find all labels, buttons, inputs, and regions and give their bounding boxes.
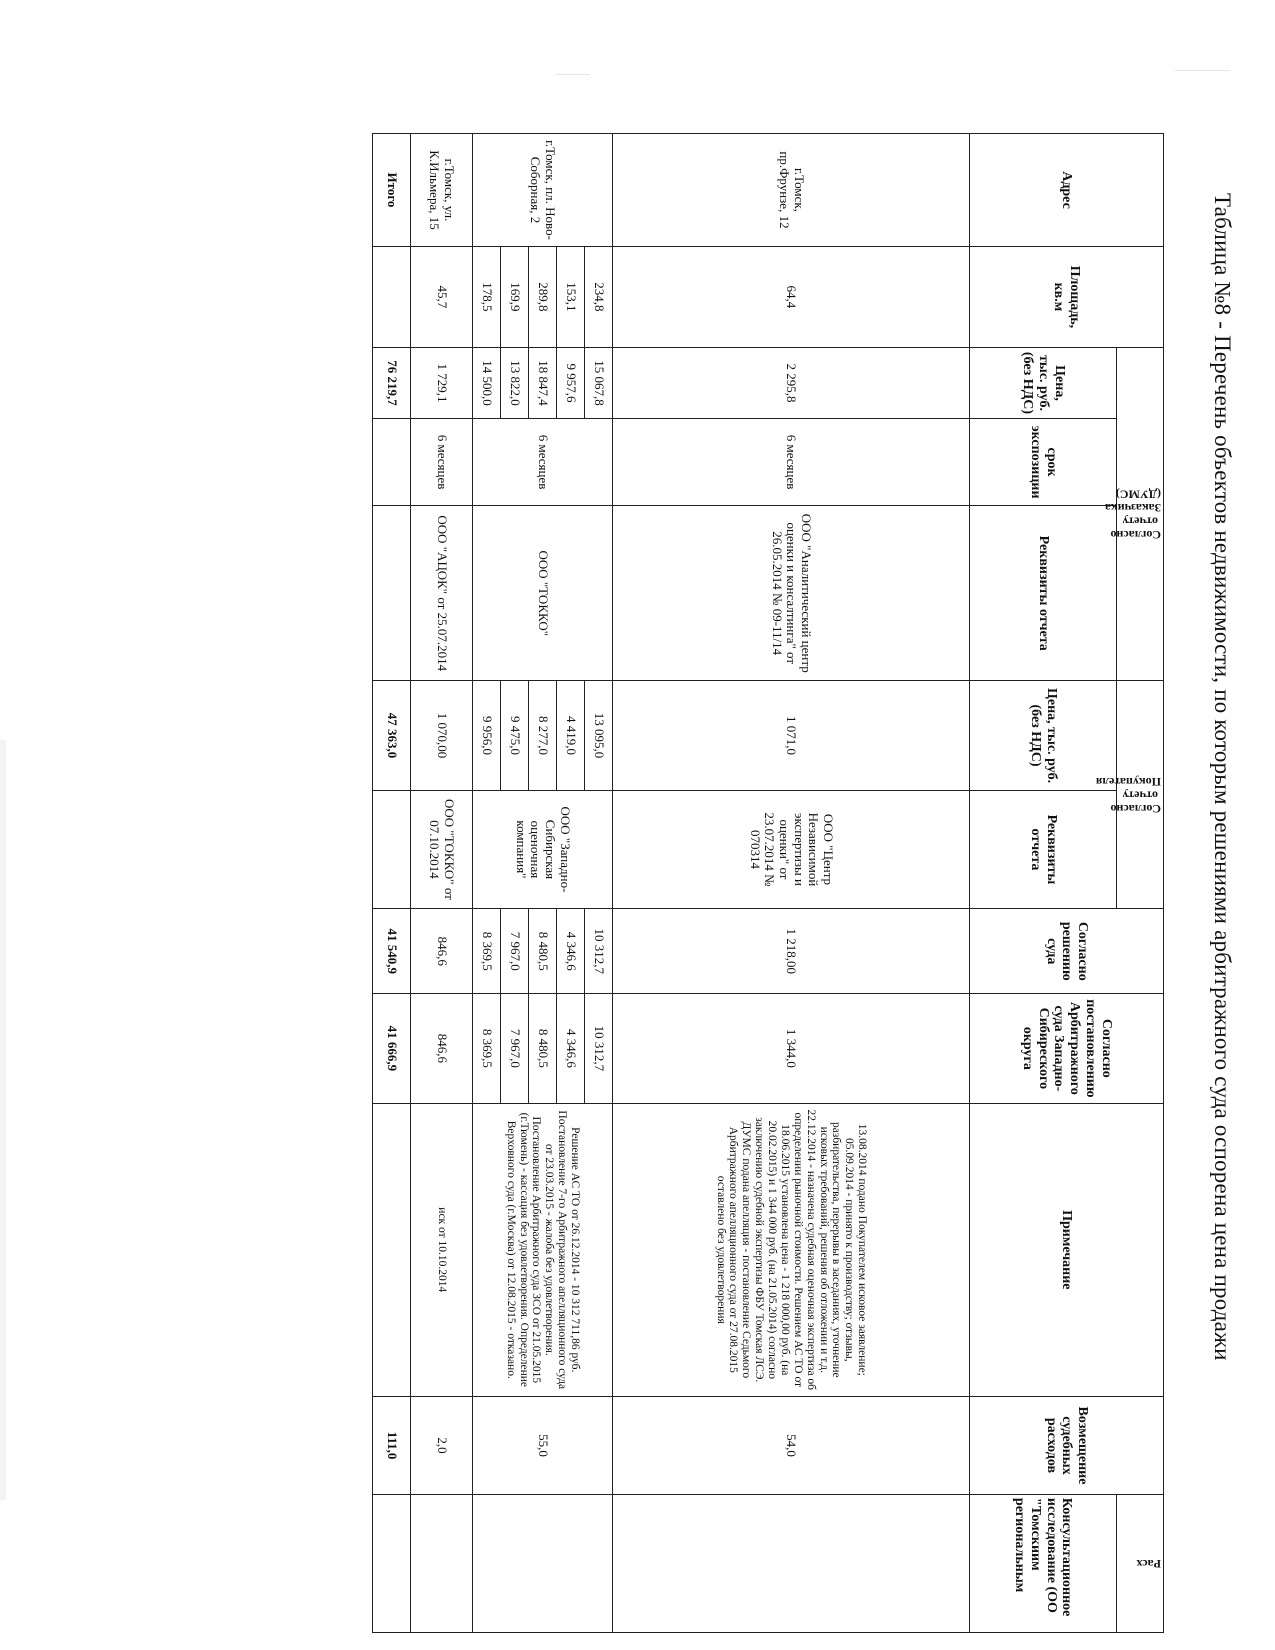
total-exposure-cell [373,419,411,506]
scan-mark [555,74,590,75]
costs-cell: 54,0 [613,1397,970,1495]
buyer-price-cell: 9 956,0 [473,681,501,790]
header-court: Согласно решению суда [970,909,1164,994]
buyer-price-cell: 9 475,0 [501,681,529,790]
court-cell: 846,6 [411,909,473,994]
court-cell: 10 312,7 [585,909,613,994]
header-address: Адрес [970,134,1164,247]
price-cell: 15 067,8 [585,347,613,418]
buyer-report-cell: ООО "Центр Независимой экспертизы и оценки" от 23.07.2014 № 070314 [613,790,970,909]
costs-cell: 2,0 [411,1397,473,1495]
court-cell: 7 967,0 [501,909,529,994]
consult-cell [473,1494,613,1632]
buyer-price-cell: 8 277,0 [529,681,557,790]
consult-cell [411,1494,473,1632]
court-cell: 8 480,5 [529,909,557,994]
total-report-cell [373,506,411,681]
header-group-customer: Согласно отчету Заказчика (ДУМС) [1117,347,1164,681]
total-buyer-price-cell: 47 363,0 [373,681,411,790]
table-title: Таблица №8 - Перечень объектов недвижимости, по которым решениями арбитражного суда оспорена цена продажи [1210,193,1235,1361]
table-row-novosobornaya [585,134,613,1633]
price-cell: 18 847,4 [529,347,557,418]
area-cell: 45,7 [411,246,473,347]
court-cell: 4 346,6 [557,909,585,994]
total-court-cell: 41 540,9 [373,909,411,994]
area-cell: 153,1 [557,246,585,347]
report-cell: ООО "ТОККО" [473,506,613,681]
price-cell: 1 729,1 [411,347,473,418]
court-cell: 1 218,00 [613,909,970,994]
area-cell: 178,5 [473,246,501,347]
header-costs: Возмещение судебных расходов [970,1397,1164,1495]
buyer-report-cell: ООО "ТОККО" от 07.10.2014 [411,790,473,909]
report-cell: ООО "АЦОК" от 25.07.2014 [411,506,473,681]
arbitration-cell: 4 346,6 [557,994,585,1103]
buyer-price-cell: 13 095,0 [585,681,613,790]
address-cell: г.Томск, пр.Фрунзе, 12 [613,134,970,247]
total-costs-cell: 111,0 [373,1397,411,1495]
note-cell: иск от 10.10.2014 [411,1103,473,1397]
header-price: Цена, тыс. руб. (без НДС) [970,347,1117,418]
arbitration-cell: 1 344,0 [613,994,970,1103]
price-cell: 9 957,6 [557,347,585,418]
area-cell: 169,9 [501,246,529,347]
table-row-ilmera [411,134,473,1633]
total-arbitration-cell: 41 666,9 [373,994,411,1103]
header-group-row [1117,134,1164,1633]
buyer-price-cell: 1 070,00 [411,681,473,790]
header-consult: Консультационное исследование (ОО "Томскиим региональным [970,1494,1117,1632]
exposure-cell: 6 месяцев [411,419,473,506]
buyer-report-cell: ООО "Западно-Сибирская оценочная компания" [473,790,613,909]
header-group-costs: Расх [1117,1494,1164,1632]
table-row-frunze [613,134,970,1633]
arbitration-cell: 7 967,0 [501,994,529,1103]
note-cell: Решение АС ТО от 26.12.2014 - 10 312 711,86 руб. Постановление 7-го Арбитражного апелляционного суда от 23.03.2015 - жалоба без удовлетворения. Постановление Арбитражного суда ЗСО от 21.05.2015 (г.Тюмень) - кассация без удовлетворения. Определение Верховного суда (г.Москва) от 12.08.2015 - отказано. [473,1103,613,1397]
exposure-cell: 6 месяцев [613,419,970,506]
arbitration-cell: 8 480,5 [529,994,557,1103]
report-cell: ООО "Аналитический центр оценки и консалтинга" от 26.05.2014 № 09-11/14 [613,506,970,681]
price-cell: 13 822,0 [501,347,529,418]
note-cell: 13.08.2014 подано Покупателем исковое заявление; 05.09.2014 - принято к производству; отзывы, разбирательства, перерывы в заседаниях, уточнение исковых требований, решения об отложении и т.д. 22.12.2014 - назначена судебная оценочная экспертиза об определении рыночной стоимости. Решением АС ТО от 18.06.2015 установлена цена - 1 218 000,00 руб. (на 20.02.2015) и 1 344 000 руб. (на 21.05.2014) согласно заключению судебной экспертизы ФБУ Томская ЛСЭ. ДУМС подана апелляция - постановление Седьмого Арбитражного апелляционного суда от 27.08.2015 оставлено без удовлетворения [613,1103,970,1397]
area-cell: 234,8 [585,246,613,347]
scan-shadow [0,740,6,1500]
area-cell: 289,8 [529,246,557,347]
rotated-page [150,133,1250,1633]
price-cell: 2 295,8 [613,347,970,418]
costs-cell: 55,0 [473,1397,613,1495]
arbitration-cell: 10 312,7 [585,994,613,1103]
scan-mark [1175,70,1230,71]
header-report: Реквизиты отчета [970,506,1117,681]
consult-cell [613,1494,970,1632]
buyer-price-cell: 4 419,0 [557,681,585,790]
total-price-cell: 76 219,7 [373,347,411,418]
address-cell: г.Томск, ул. К.Ильмера, 15 [411,134,473,247]
header-area: Площадь, кв.м [970,246,1164,347]
header-arbitration: Согласно постановлению Арбитражного суда Западно-Сибиреского округа [970,994,1164,1103]
header-buyer-report: Реквизиты отчета [970,790,1117,909]
exposure-cell: 6 месяцев [473,419,613,506]
header-group-buyer: Согласно отчету Покупателя [1117,681,1164,909]
total-note-cell [373,1103,411,1397]
total-area-cell [373,246,411,347]
header-exposure: срок экспозиции [970,419,1117,506]
total-label: Итого [373,134,411,247]
price-cell: 14 500,0 [473,347,501,418]
total-consult-cell [373,1494,411,1632]
total-buyer-report-cell [373,790,411,909]
buyer-price-cell: 1 071,0 [613,681,970,790]
header-buyer-price: Цена, тыс. руб. (без НДС) [970,681,1117,790]
table-row-total [373,134,411,1633]
address-cell: г.Томск, пл. Ново-Соборная, 2 [473,134,613,247]
real-estate-table [372,133,1164,1633]
header-note: Примечание [970,1103,1164,1397]
court-cell: 8 369,5 [473,909,501,994]
arbitration-cell: 8 369,5 [473,994,501,1103]
area-cell: 64,4 [613,246,970,347]
arbitration-cell: 846,6 [411,994,473,1103]
